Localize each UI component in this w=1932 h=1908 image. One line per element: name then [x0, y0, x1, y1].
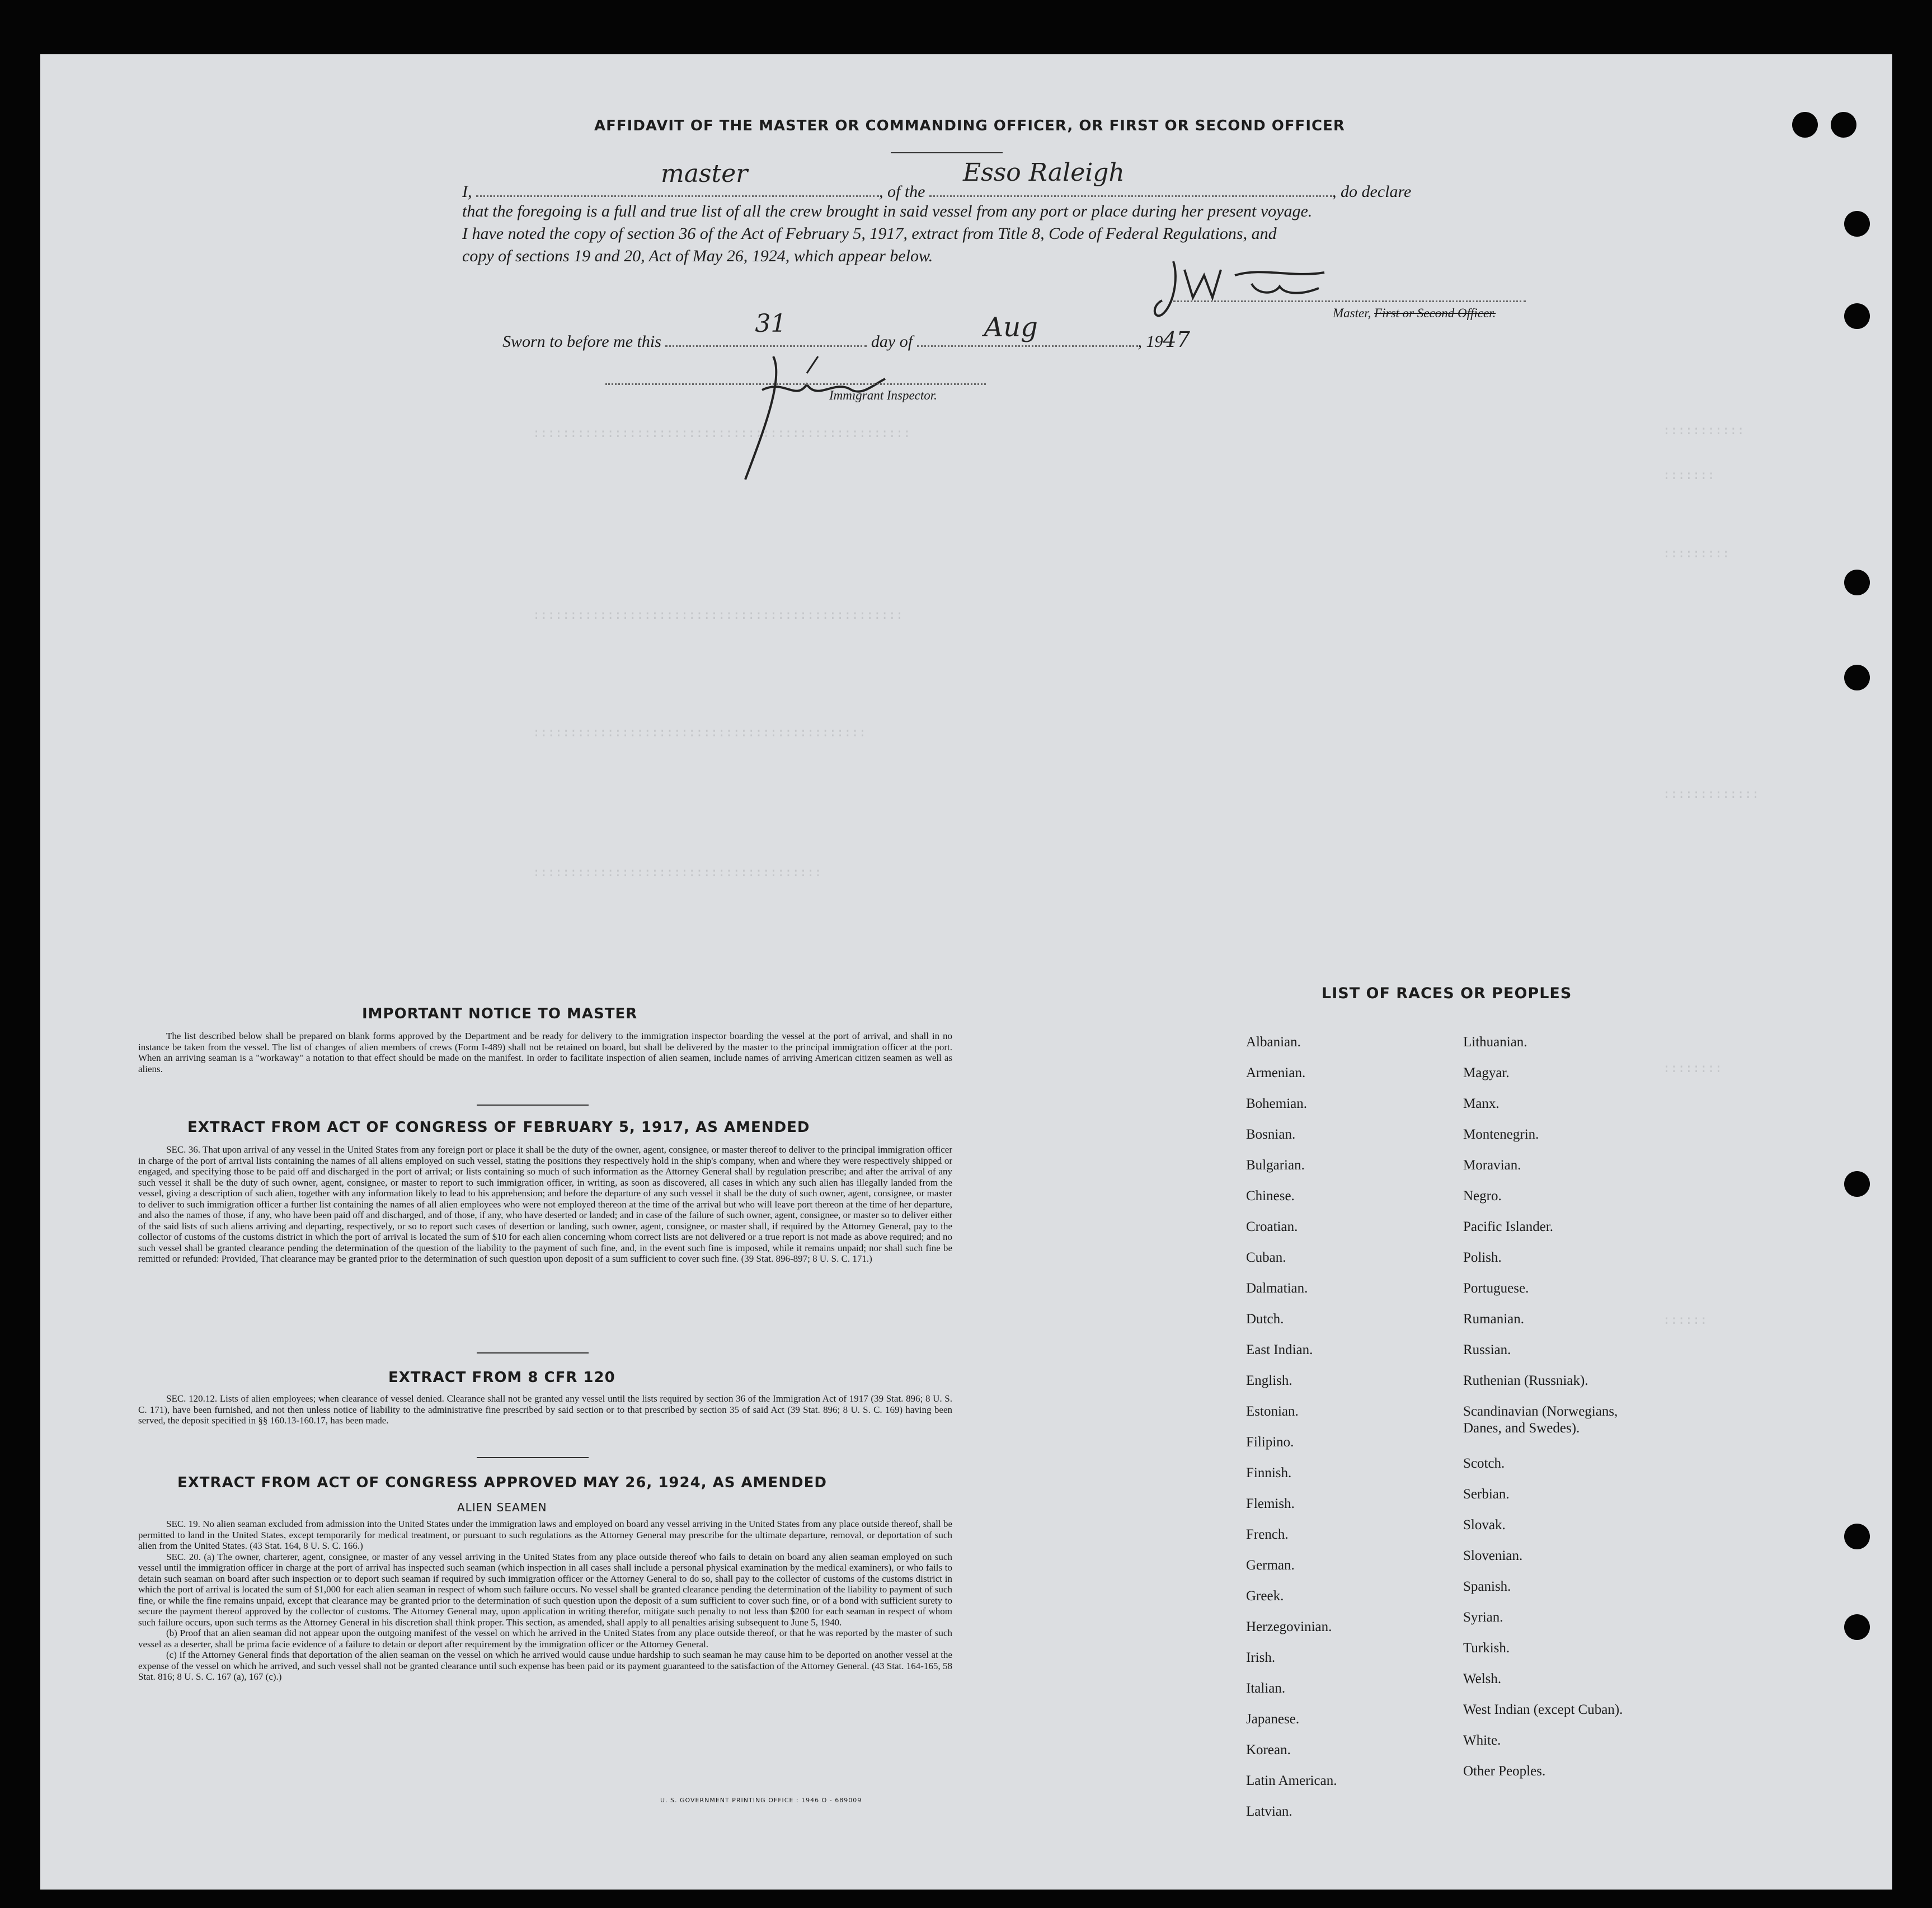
- sworn-month-field: [917, 312, 1138, 347]
- document-page: ::::::::::::::::::::::::::::::::::::::::::::::::::: ::::::::::: ::::::: ::::::::: :::::::::::::::::::::::::::::::::::::::::::::::::: ::::::::::::::::::::::::::::::::::::::::::::: ::::::::::::: ::::::::::::::::::::::::::::::::::::::: :::::::: :::::: AFFIDAVIT OF THE MASTER OR COMMANDING OFFICER, OR FIRST OR SECOND OFFICER I, master , of the Esso Raleigh , do declare that the foregoing is a full and true list of all the crew brought in said vessel from any port or place during her present voyage. I have noted the copy of section 36 of the Act of February 5, 1917, extract from Title 8, Code of Federal Regulations, and copy of sections 19 and 20, Act of May 26, 1924, which appear below. Master, First or Second Officer. Sworn to before me this 31 day of Aug , 1947 Immigrant Inspector. IMPORTANT NOTICE TO MASTER The list described below shall be prepared on blank forms approved by the Department and be ready for delivery to the immigration inspector boarding the vessel at the port of arrival, and shall in no instance be taken from the vessel. The list of changes of alien members of crews (Form I-489) shall not be retained on board, but shall be delivered by the master to the principal immigration officer at the port. When an arriving seaman is a "workaway" a notation to that effect should be made on the manifest. In order to facilitate inspection of alien seamen, include names of arriving American citizen seamen as well as aliens. EXTRACT FROM ACT OF CONGRESS OF FEBRUARY 5, 1917, AS AMENDED SEC. 36. That upon arrival of any vessel in the United States from any foreign port or place it shall be the duty of the owner, agent, consignee, or master thereof to deliver to the principal immigration officer in charge of the port of arrival lists containing the names of all aliens employed on such vessel, stating the positions they respectively hold in the ship's company, when and where they were respectively shipped or engaged, and specifying those to be paid off and discharged in the port of arrival; or lists containing so much of such information as the Attorney General shall by regulation prescribe; and after the arrival of any such vessel it shall be the duty of such owner, agent, consignee, or master to report to such immigration officer, in writing, as soon as discovered, all cases in which any such alien has illegally landed from the vessel, giving a description of such alien, together with any information likely to lead to his apprehension; and before the departure of any such vessel it shall be the duty of such owner, agent, consignee, or master to deliver to such immigration officer a further list containing the names of all alien employees who were not employed thereon at the time of the arrival but who will leave port thereon at the time of her departure, and also the names of those, if any, who have been paid off and discharged, and of those, if any, who have deserted or landed; and in case of the failure of such owner, agent, consignee, or master so to deliver either of the said lists of such aliens arriving and departing, respectively, or so to report such cases of desertion or landing, such owner, agent, consignee, or master shall, if required by the Attorney General, pay to the collector of customs of the customs district in which the port of arrival is located the sum of $10 for each alien concerning whom correct lists are not delivered or a true report is not made as above required; and no such vessel shall be granted clearance pending the determination of the question of the liability to the payment of such fine, and, in the event such fine is imposed, while it remains unpaid; nor shall such fine be remitted or refunded: Provided, That clearance may be granted prior to the determination of such question upon deposit of a sum sufficient to cover such fine. (39 Stat. 896-897; 8 U. S. C. 171.) EXTRACT FROM 8 CFR 120 SEC. 120.12. Lists of alien employees; when clearance of vessel denied. Clearance shall not be granted any vessel until the lists required by section 36 of the Immigration Act of 1917 (39 Stat. 896; 8 U. S. C. 171), have been furnished, and not then unless notice of liability to the administrative fine prescribed by said section or to that prescribed by section 35 of said Act (39 Stat. 896; 8 U. S. C. 169) having been served, the deposit specified in §§ 160.13-160.17, has been made. EXTRACT FROM ACT OF CONGRESS APPROVED MAY 26, 1924, AS AMENDED ALIEN SEAMEN SEC. 19. No alien seaman excluded from admission into the United States under the immigration laws and employed on board any vessel arriving in the United States from any place outside thereof, shall be permitted to land in the United States, except temporarily for medical treatment, or pursuant to such regulations as the Attorney General may prescribe for the ultimate departure, removal, or deportation of such alien from the United States. (43 Stat. 164, 8 U. S. C. 166.) SEC. 20. (a) The owner, charterer, agent, consignee, or master of any vessel arriving in the United States from any place outside thereof who fails to detain on board any alien seaman employed on such vessel until the immigration officer in charge at the port of arrival has inspected such seaman (which inspection in all cases shall include a personal physical examination by the medical examiners), or who fails to detain such seaman on board after such inspection or to deport such seaman if required by such immigration officer or the Attorney General to do so, shall pay to the collector of customs of the customs district in which the port of arrival is located the sum of $1,000 for each alien seaman in respect of whom such failure occurs. No vessel shall be granted clearance pending the determination of the liability to payment of such fine, or while the fine remains unpaid, except that clearance may be granted prior to the determination of such question upon the deposit of a sum sufficient to cover such fine, or of a bond with sufficient surety to secure the payment thereof approved by the collector of customs. The Attorney General may, upon application in writing therefor, mitigate such penalty to not less than $200 for each seaman in respect of whom such failure occurs, upon such terms as the Attorney General in his discretion shall think proper. This section, as amended, shall apply to all penalties arising subsequent to June 5, 1940. (b) Proof that an alien seaman did not appear upon the outgoing manifest of the vessel on which he arrived in the United States from any place outside thereof, or that he was reported by the master of such vessel as a deserter, shall be prima facie evidence of a failure to detain or deport after requirement by the immigration officer or the Attorney General. (c) If the Attorney General finds that deportation of the alien seaman on the vessel on which he arrived would cause undue hardship to such seaman he may cause him to be deported on another vessel at the expense of the vessel on which he arrived, and such vessel shall not be granted clearance until such expense has been paid or its payment guaranteed to the satisfaction of the Attorney General. (43 Stat. 164-165, 58 Stat. 816; 8 U. S. C. 167 (a), 167 (c).) U. S. GOVERNMENT PRINTING OFFICE : 1946 O - 689009 LIST OF RACES OR PEOPLES Albanian. Armenian. Bohemian. Bosnian. Bulgarian. Chinese. Croatian. Cuban. Dalmatian. Dutch. East Indian. English. Estonian. Filipino. Finnish. Flemish. French. German. Greek. Herzegovinian. Irish. Italian. Japanese. Korean. Latin American. Latvian. Lithuanian. Magyar. Manx. Montenegrin. Moravian. Negro. Pacific Islander. Polish. Portuguese. Rumanian. Russian. Ruthenian (Russniak). Scandinavian (Norwegians, Danes, and Swedes). Scotch. Serbian. Slovak. Slovenian. Spanish. Syrian. Turkish. Welsh. West Indian (except Cuban). White. Other Peoples.: [40, 54, 1892, 1890]
- affidavit-title: AFFIDAVIT OF THE MASTER OR COMMANDING OFFICER, OR FIRST OR SECOND OFFICER: [594, 118, 1345, 134]
- race-item: Estonian.: [1246, 1404, 1299, 1419]
- race-item: Manx.: [1463, 1096, 1499, 1111]
- act1924-sec20c: (c) If the Attorney General finds that deportation of the alien seaman on the vessel on which he arrived would cause undue hardship to such seaman he may cause him to be deported on another vessel at the expense of the vessel on which he arrived, and such vessel shall not be granted clearance until such expense has been paid or its payment guaranteed to the satisfaction of the Attorney General. (43 Stat. 164-165, 58 Stat. 816; 8 U. S. C. 167 (a), 167 (c).): [138, 1649, 952, 1682]
- vessel-name-field: [929, 158, 1332, 197]
- race-item: Latvian.: [1246, 1804, 1292, 1819]
- inspector-signature-line: [605, 383, 986, 385]
- line1-suffix: , do declare: [1332, 182, 1412, 201]
- race-item: Albanian.: [1246, 1035, 1301, 1050]
- master-caption-text: Master,: [1333, 306, 1375, 320]
- sworn-year-prefix: , 19: [1137, 332, 1163, 351]
- affidavit-line1: [462, 158, 1412, 201]
- race-item: Armenian.: [1246, 1065, 1306, 1080]
- race-item: Rumanian.: [1463, 1312, 1525, 1327]
- act1924-text: [138, 1519, 952, 1683]
- race-item: German.: [1246, 1558, 1295, 1573]
- race-item: Bulgarian.: [1246, 1158, 1305, 1173]
- affidavit-line3: I have noted the copy of section 36 of the Act of February 5, 1917, extract from Title 8, Code of Federal Regulations, and: [462, 224, 1277, 243]
- inspector-signature: [740, 345, 908, 491]
- race-item: Negro.: [1463, 1188, 1502, 1204]
- race-item: Latin American.: [1246, 1773, 1337, 1788]
- race-item: French.: [1246, 1527, 1289, 1542]
- race-item: Scandinavian (Norwegians,: [1463, 1404, 1618, 1419]
- affidavit-line2: that the foregoing is a full and true list of all the crew brought in said vessel from any port or place during her present voyage.: [462, 202, 1313, 220]
- sworn-year-handwriting: 47: [1163, 327, 1190, 352]
- race-item: Portuguese.: [1463, 1281, 1529, 1296]
- race-item: Greek.: [1246, 1589, 1284, 1604]
- act1924-title: EXTRACT FROM ACT OF CONGRESS APPROVED MAY 26, 1924, AS AMENDED: [177, 1474, 827, 1491]
- notice-title: IMPORTANT NOTICE TO MASTER: [362, 1005, 638, 1022]
- race-item: West Indian (except Cuban).: [1463, 1702, 1623, 1717]
- race-item: Moravian.: [1463, 1158, 1521, 1173]
- master-caption: [1333, 306, 1496, 321]
- race-item: English.: [1246, 1373, 1292, 1388]
- struck-caption-text: First or Second Officer.: [1374, 306, 1496, 320]
- vessel-name-handwriting: Esso Raleigh: [963, 158, 1125, 187]
- sworn-day-handwriting: 31: [755, 309, 787, 338]
- title-rule: [891, 152, 1003, 153]
- race-item: Chinese.: [1246, 1188, 1295, 1204]
- race-item: East Indian.: [1246, 1342, 1313, 1357]
- races-title: LIST OF RACES OR PEOPLES: [1322, 985, 1572, 1002]
- line1-of: , of the: [879, 182, 925, 201]
- act1917-title: EXTRACT FROM ACT OF CONGRESS OF FEBRUARY 5, 1917, AS AMENDED: [187, 1119, 810, 1136]
- rule-1: [477, 1105, 589, 1106]
- race-item: Dalmatian.: [1246, 1281, 1308, 1296]
- binder-hole: [1844, 665, 1870, 690]
- binder-hole: [1844, 211, 1870, 237]
- binder-hole: [1844, 303, 1870, 329]
- affidavit-line4: copy of sections 19 and 20, Act of May 26, 1924, which appear below.: [462, 247, 933, 265]
- master-name-handwriting: master: [661, 159, 748, 188]
- inspector-caption: Immigrant Inspector.: [829, 388, 937, 402]
- binder-hole: [1831, 112, 1856, 138]
- cfr-text: SEC. 120.12. Lists of alien employees; when clearance of vessel denied. Clearance shall not be granted any vessel until the lists required by section 36 of the Immigration Act of 1917 (39 Stat. 896; 8 U. S. C. 171), have been furnished, and not then unless notice of liability to the administrative fine prescribed by said section or to that prescribed by section 35 of said Act (39 Stat. 896; 8 U. S. C. 169) having been served, the deposit specified in §§ 160.13-160.17, has been made.: [138, 1393, 952, 1426]
- race-item: Spanish.: [1463, 1579, 1511, 1594]
- race-item: Magyar.: [1463, 1065, 1510, 1080]
- line1-prefix: I,: [462, 182, 472, 201]
- master-signature-block: [1151, 245, 1543, 323]
- inspector-signature-block: [605, 345, 997, 491]
- race-item: Serbian.: [1463, 1487, 1510, 1502]
- act1924-sec20a: SEC. 20. (a) The owner, charterer, agent, consignee, or master of any vessel arriving in the United States from any place outside thereof who fails to detain on board any alien seaman employed on such vessel until the immigration officer in charge at the port of arrival has inspected such seaman (which inspection in all cases shall include a personal physical examination by the medical examiners), or who fails to detain such seaman on board after such inspection or to deport such seaman if required by such immigration officer or the Attorney General to do so, shall pay to the collector of customs of the customs district in which the port of arrival is located the sum of $1,000 for each alien seaman in respect of whom such failure occurs. No vessel shall be granted clearance pending the determination of the liability to payment of such fine, or while the fine remains unpaid, except that clearance may be granted prior to the determination of such question upon the deposit of a sum sufficient to cover such fine, or of a bond with sufficient surety to secure the payment thereof approved by the collector of customs. The Attorney General may, upon application in writing therefor, mitigate such penalty to not less than $200 for each seaman in respect of whom such failure occurs, upon such terms as the Attorney General in his discretion shall think proper. This section, as amended, shall apply to all penalties arising subsequent to June 5, 1940.: [138, 1551, 952, 1628]
- master-signature: [1151, 245, 1336, 323]
- race-item: Scotch.: [1463, 1456, 1505, 1471]
- race-item: Slovenian.: [1463, 1548, 1523, 1563]
- race-item: White.: [1463, 1733, 1501, 1748]
- race-item: Cuban.: [1246, 1250, 1286, 1265]
- master-name-field: [476, 159, 879, 197]
- race-item: Other Peoples.: [1463, 1764, 1546, 1779]
- binder-hole: [1844, 570, 1870, 595]
- sworn-day-field: [665, 309, 867, 347]
- race-item: Pacific Islander.: [1463, 1219, 1554, 1234]
- race-item: Filipino.: [1246, 1435, 1294, 1450]
- race-item: Montenegrin.: [1463, 1127, 1539, 1142]
- binder-hole: [1844, 1524, 1870, 1549]
- race-item: Dutch.: [1246, 1312, 1284, 1327]
- sworn-day-of: day of: [871, 332, 913, 351]
- race-item: Herzegovinian.: [1246, 1619, 1332, 1634]
- race-item: Bohemian.: [1246, 1096, 1308, 1111]
- race-item: Turkish.: [1463, 1641, 1510, 1656]
- race-item: Lithuanian.: [1463, 1035, 1527, 1050]
- race-item: Irish.: [1246, 1650, 1276, 1665]
- race-item: Slovak.: [1463, 1517, 1506, 1533]
- race-item: Korean.: [1246, 1742, 1291, 1757]
- race-item: Danes, and Swedes).: [1463, 1421, 1580, 1436]
- race-item: Ruthenian (Russniak).: [1463, 1373, 1588, 1388]
- rule-2: [477, 1352, 589, 1354]
- binder-hole: [1844, 1614, 1870, 1640]
- race-item: Russian.: [1463, 1342, 1511, 1357]
- sworn-month-handwriting: Aug: [984, 312, 1038, 343]
- rule-3: [477, 1457, 589, 1458]
- race-item: Italian.: [1246, 1681, 1286, 1696]
- race-item: Syrian.: [1463, 1610, 1503, 1625]
- race-item: Flemish.: [1246, 1496, 1295, 1511]
- cfr-title: EXTRACT FROM 8 CFR 120: [388, 1369, 615, 1386]
- printer-imprint: U. S. GOVERNMENT PRINTING OFFICE : 1946 O - 689009: [660, 1797, 862, 1804]
- race-item: Polish.: [1463, 1250, 1502, 1265]
- act1924-sec20b: (b) Proof that an alien seaman did not appear upon the outgoing manifest of the vessel on which he arrived in the United States from any place outside thereof, or that he was reported by the master of such vessel as a deserter, shall be prima facie evidence of a failure to detain or deport after requirement by the immigration officer or the Attorney General.: [138, 1628, 952, 1649]
- sworn-prefix: Sworn to before me this: [502, 332, 661, 351]
- race-item: Welsh.: [1463, 1671, 1502, 1686]
- act1924-subtitle: ALIEN SEAMEN: [457, 1501, 547, 1514]
- binder-hole: [1792, 112, 1818, 138]
- master-signature-line: [1173, 300, 1526, 302]
- act1917-text: SEC. 36. That upon arrival of any vessel in the United States from any foreign port or place it shall be the duty of the owner, agent, consignee, or master thereof to deliver to the principal immigration officer in charge of the port of arrival lists containing the names of all aliens employed on such vessel, stating the positions they respectively hold in the ship's company, when and where they were respectively shipped or engaged, and specifying those to be paid off and discharged in the port of arrival; or lists containing so much of such information as the Attorney General shall by regulation prescribe; and after the arrival of any such vessel it shall be the duty of such owner, agent, consignee, or master to report to such immigration officer, in writing, as soon as discovered, all cases in which any such alien has illegally landed from the vessel, giving a description of such alien, together with any information likely to lead to his apprehension; and before the departure of any such vessel it shall be the duty of such owner, agent, consignee, or master to deliver to such immigration officer a further list containing the names of all alien employees who were not employed thereon at the time of the arrival but who will leave port thereon at the time of her departure, and also the names of those, if any, who have been paid off and discharged, and of those, if any, who have deserted or landed; and in case of the failure of such owner, agent, consignee, or master so to deliver either of the said lists of such aliens arriving and departing, respectively, or so to report such cases of desertion or landing, such owner, agent, consignee, or master shall, if required by the Attorney General, pay to the collector of customs of the customs district in which the port of arrival is located the sum of $10 for each alien concerning whom correct lists are not delivered or a true report is not made as above required; and no such vessel shall be granted clearance pending the determination of the question of the liability to the payment of such fine, and, in the event such fine is imposed, while it remains unpaid; nor shall such fine be remitted or refunded: Provided, That clearance may be granted prior to the determination of such question upon deposit of a sum sufficient to cover such fine. (39 Stat. 896-897; 8 U. S. C. 171.): [138, 1144, 952, 1264]
- notice-text: The list described below shall be prepared on blank forms approved by the Department and be ready for delivery to the immigration inspector boarding the vessel at the port of arrival, and shall in no instance be taken from the vessel. The list of changes of alien members of crews (Form I-489) shall not be retained on board, but shall be delivered by the master to the principal immigration officer at the port. When an arriving seaman is a "workaway" a notation to that effect should be made on the manifest. In order to facilitate inspection of alien seamen, include names of arriving American citizen seamen as well as aliens.: [138, 1031, 952, 1074]
- binder-hole: [1844, 1171, 1870, 1197]
- race-item: Bosnian.: [1246, 1127, 1296, 1142]
- act1924-sec19: SEC. 19. No alien seaman excluded from admission into the United States under the immigration laws and employed on board any vessel arriving in the United States from any place outside thereof, shall be permitted to land in the United States, except temporarily for medical treatment, or pursuant to such regulations as the Attorney General may prescribe for the ultimate departure, removal, or deportation of such alien from the United States. (43 Stat. 164, 8 U. S. C. 166.): [138, 1519, 952, 1551]
- race-item: Croatian.: [1246, 1219, 1298, 1234]
- race-item: Japanese.: [1246, 1712, 1300, 1727]
- race-item: Finnish.: [1246, 1465, 1292, 1481]
